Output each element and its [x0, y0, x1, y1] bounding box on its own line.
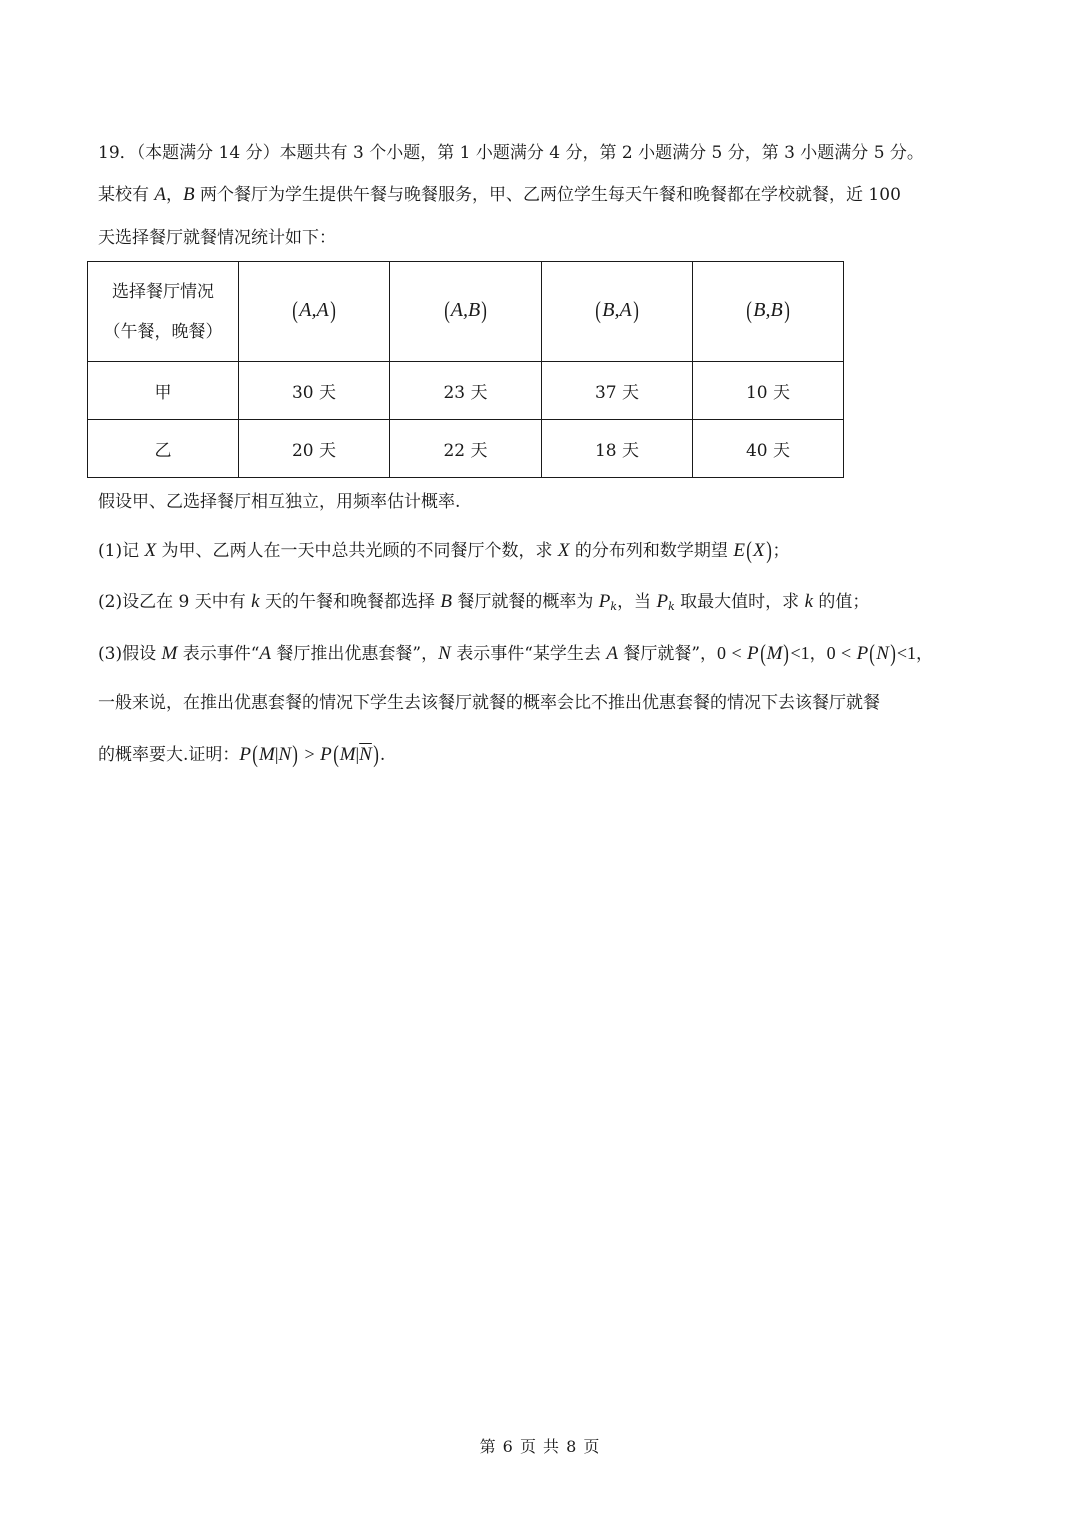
table-row-label: 乙: [88, 420, 239, 478]
table-cell: 22 天: [390, 420, 542, 478]
part3-line1: (3)假设 M 表示事件“A 餐厅推出优惠套餐”，N 表示事件“某学生去 A 餐厅就餐”，0 < P(M)<1，0 < P(N)<1，: [98, 641, 934, 667]
part3-line3: 的概率要大.证明：$P(M|N) > P(M|\overline{N})$.: [98, 742, 386, 768]
table-row-label: 甲: [88, 362, 239, 420]
table-cell: 20 天: [239, 420, 390, 478]
table-header-pair: (A,B): [390, 262, 542, 362]
page-footer: 第 6 页 共 8 页: [479, 1437, 601, 1456]
question-intro-line1: 某校有 A，B 两个餐厅为学生提供午餐与晚餐服务，甲、乙两位学生每天午餐和晚餐都在学校就餐，近 100: [98, 184, 901, 205]
table-cell: 18 天: [542, 420, 693, 478]
table-header-row: [88, 262, 844, 362]
part1-text: (1)记 X 为甲、乙两人在一天中总共光顾的不同餐厅个数，求 X 的分布列和数学期望 E(X)；: [98, 538, 790, 564]
statistics-table: [87, 261, 844, 478]
table-row: [88, 362, 844, 420]
table-cell: 40 天: [693, 420, 844, 478]
table-header-pair: (B,B): [693, 262, 844, 362]
table-header-pair: (A,A): [239, 262, 390, 362]
table-row: [88, 420, 844, 478]
question-header: 19．（本题满分 14 分）本题共有 3 个小题，第 1 小题满分 4 分，第 2 小题满分 5 分，第 3 小题满分 5 分。: [98, 143, 924, 163]
table-header-pair: (B,A): [542, 262, 693, 362]
table-cell: 30 天: [239, 362, 390, 420]
table-cell: 37 天: [542, 362, 693, 420]
table-cell: 10 天: [693, 362, 844, 420]
table-header-label: 选择餐厅情况 （午餐，晚餐）: [88, 262, 239, 362]
table-cell: 23 天: [390, 362, 542, 420]
part3-line2: 一般来说，在推出优惠套餐的情况下学生去该餐厅就餐的概率会比不推出优惠套餐的情况下去该餐厅就餐: [98, 693, 880, 713]
part2-text: (2)设乙在 9 天中有 k 天的午餐和晚餐都选择 B 餐厅就餐的概率为 $P_k$，当 $P_k$ 取最大值时，求 k 的值；: [98, 591, 870, 613]
question-intro-line2: 天选择餐厅就餐情况统计如下：: [98, 228, 336, 248]
assumption-text: 假设甲、乙选择餐厅相互独立，用频率估计概率.: [98, 492, 461, 512]
